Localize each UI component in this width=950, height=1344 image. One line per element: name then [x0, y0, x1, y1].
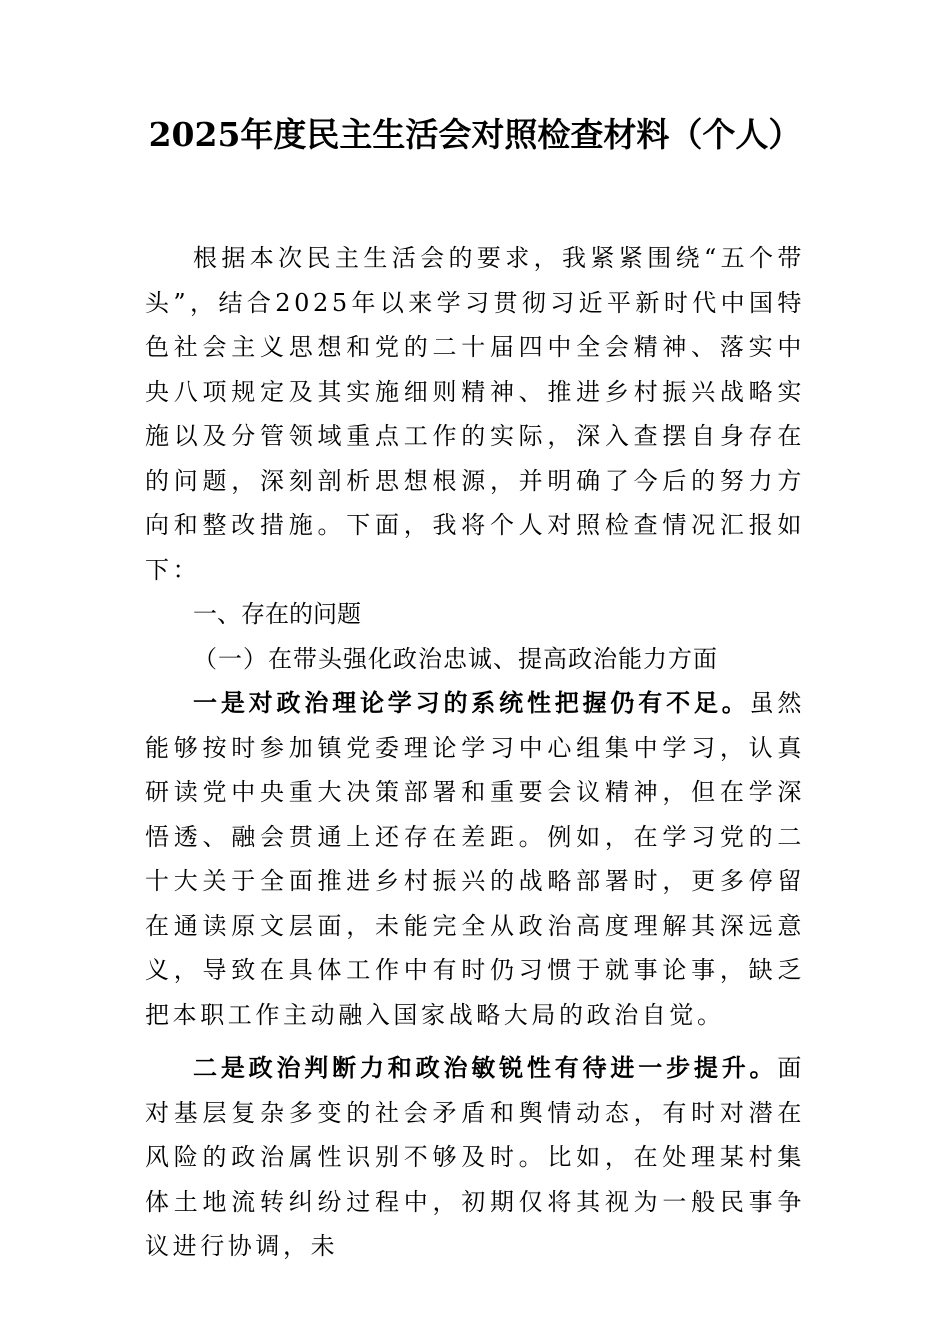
point-one-lead: 一是对政治理论学习的系统性把握仍有不足。: [193, 688, 750, 717]
section-heading-problems: 一、存在的问题: [193, 600, 361, 628]
point-two-lead: 二是政治判断力和政治敏锐性有待进一步提升。: [193, 1053, 778, 1082]
subsection-heading-political-loyalty: （一）在带头强化政治忠诚、提高政治能力方面: [193, 644, 718, 673]
point-two-paragraph: [145, 1046, 805, 1269]
document-page: [145, 112, 805, 1269]
point-one-paragraph: [145, 681, 805, 1037]
point-two-body: 面对基层复杂多变的社会矛盾和舆情动态，有时对潜在风险的政治属性识别不够及时。比如，在处理某村集体土地流转纠纷过程中，初期仅将其视为一般民事争议进行协调，未: [145, 1054, 805, 1260]
document-title: 2025年度民主生活会对照检查材料（个人）: [148, 115, 802, 154]
point-one-body: 虽然能够按时参加镇党委理论学习中心组集中学习，认真研读党中央重大决策部署和重要会议精神，但在学深悟透、融会贯通上还存在差距。例如，在学习党的二十大关于全面推进乡村振兴的战略部署时，更多停留在通读原文层面，未能完全从政治高度理解其深远意义，导致在具体工作中有时仍习惯于就事论事，缺乏把本职工作主动融入国家战略大局的政治自觉。: [145, 689, 806, 1029]
intro-paragraph: 根据本次民主生活会的要求，我紧紧围绕“五个带头”，结合2025年以来学习贯彻习近平新时代中国特色社会主义思想和党的二十届四中全会精神、落实中央八项规定及其实施细则精神、推进乡村振兴战略实施以及分管领域重点工作的实际，深入查摆自身存在的问题，深刻剖析思想根源，并明确了今后的努力方向和整改措施。下面，我将个人对照检查情况汇报如下：: [145, 244, 805, 584]
